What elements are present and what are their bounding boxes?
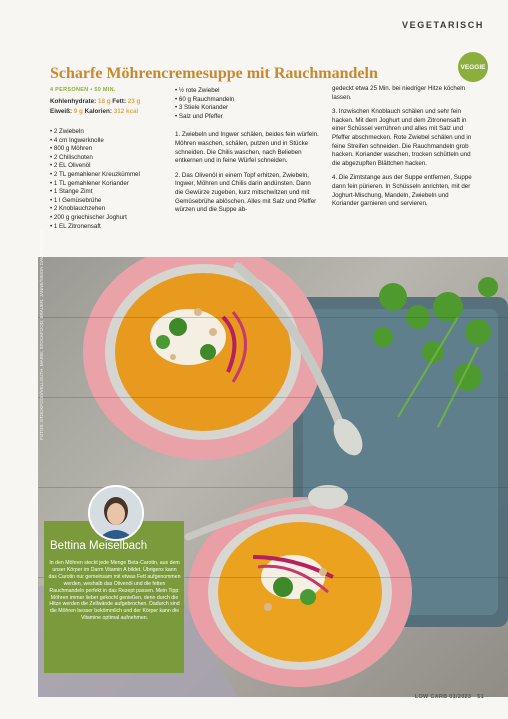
- magazine-issue: LOW CARB 01/2023: [414, 694, 472, 700]
- ingredient-item: • 800 g Möhren: [50, 145, 160, 154]
- ingredient-item: • 1 l Gemüsebrühe: [50, 197, 160, 206]
- ingredient-item: • ½ rote Zwiebel: [175, 87, 320, 96]
- ingredient-item: • Salz und Pfeffer: [175, 113, 320, 122]
- nutrition-label: Fett:: [110, 98, 128, 105]
- veggie-badge: VEGGIE: [458, 52, 488, 82]
- cilantro-leaf: [169, 318, 187, 336]
- ingredient-item: • 200 g griechischer Joghurt: [50, 214, 160, 223]
- nutrition-value: 9 g: [73, 108, 83, 115]
- instruction-step: 2. Das Olivenöl in einem Topf erhitzen, Zwiebeln, Ingwer, Möhren und Chilis darin andünsten. Dann die Gewürze zugeben, kurz mitschwitzen und mit Gemüsebrühe ablöschen. Alles mit Salz und Pfeffer würzen und die Suppe ab-: [175, 171, 317, 214]
- photo-credit: FOTOS: STOCKFOOD/VELLGUTH, MARIE; STOCKFOOD; BRAUER, JANNE/SIMON DAVID FIMMERA: [39, 229, 44, 440]
- spoon-head: [308, 485, 348, 509]
- almond-piece: [319, 568, 327, 576]
- instructions-column-2: [175, 87, 320, 221]
- nutrition-value: 23 g: [127, 98, 141, 105]
- ingredient-item: • 2 Knoblauchzehen: [50, 205, 160, 214]
- cilantro-leaf: [300, 589, 316, 605]
- nutrition-line-2: [50, 107, 138, 116]
- ingredient-item: • 1 Stange Zimt: [50, 188, 160, 197]
- page-number: 51: [477, 694, 484, 700]
- ingredient-item: • 2 TL gemahlener Kreuzkümmel: [50, 171, 160, 180]
- nutrition-label: Eiweiß:: [50, 108, 74, 115]
- instruction-step: 3. Inzwischen Knoblauch schälen und sehr fein hacken. Mit dem Joghurt und dem Zitronensaft in einer Schüssel verrühren und alles mit Salz und Pfeffer abschmecken. Rote Zwiebel schälen und in feine Streifen schneiden. Die Rauchmandeln grob hacken. Koriander waschen, trocken schütteln und die abgezupften Blättchen hacken.: [332, 108, 472, 167]
- nutrition-line-1: [50, 97, 140, 106]
- almond-piece: [170, 354, 176, 360]
- ingredient-item: • 3 Stiele Koriander: [175, 104, 320, 113]
- nutrition-label: Kohlenhydrate:: [50, 98, 98, 105]
- cilantro-leaf: [273, 577, 293, 597]
- instructions-column-3: [332, 85, 474, 215]
- instruction-step: 4. Die Zimtstange aus der Suppe entfernen, Suppe dann fein pürieren. In Schüsseln anrichten, mit der Joghurt-Mischung, Mandeln, Zwiebeln und Koriander garnieren und servieren.: [332, 174, 472, 208]
- nutrition-label: Kalorien:: [82, 108, 114, 115]
- ingredient-item: • 60 g Rauchmandeln: [175, 96, 320, 105]
- page-footer: [415, 694, 484, 700]
- ingredient-item: • 1 EL Zitronensaft: [50, 223, 160, 232]
- section-label: VEGETARISCH: [402, 20, 484, 30]
- instruction-step: gedeckt etwa 25 Min. bei niedriger Hitze köcheln lassen.: [332, 85, 466, 101]
- ingredients-column-1: [50, 128, 160, 231]
- cilantro-leaf: [156, 335, 170, 349]
- recipe-title: Scharfe Möhrencremesuppe mit Rauchmandeln: [50, 65, 378, 82]
- almond-piece: [264, 603, 272, 611]
- ingredient-item: • 2 Chilischoten: [50, 154, 160, 163]
- portions-time: 4 PERSONEN • 50 MIN.: [50, 87, 116, 93]
- ingredient-item: • 4 cm Ingwerknolle: [50, 137, 160, 146]
- almond-piece: [194, 308, 202, 316]
- avatar: [90, 487, 142, 539]
- ingredient-item: • 1 TL gemahlener Koriander: [50, 180, 160, 189]
- cilantro-leaf: [200, 344, 216, 360]
- author-avatar: [88, 485, 144, 541]
- author-name: Bettina Meiselbach: [50, 540, 148, 552]
- ingredient-item: • 2 Zwiebeln: [50, 128, 160, 137]
- author-tip-text: In den Möhren steckt jede Menge Beta-Carotin, aus dem unser Körper im Darm Vitamin A bildet. Übrigens kann das Carotin nur gemeinsam mit etwas Fett aufgenommen werden, weshalb das Olivenöl und die fetten Rauchmandeln perfekt in das Rezept passen. Mein Tipp: Möhren immer lieber gekocht genießen, denn durch die Hitze werden die Zellwände aufgebrochen. Dadurch sind die Möhren besser bekömmlich und der Körper kann die Vitamine optimal aufnehmen.: [48, 560, 181, 622]
- ingredient-item: • 2 EL Olivenöl: [50, 162, 160, 171]
- almond-piece: [209, 328, 217, 336]
- nutrition-value: 312 kcal: [113, 108, 139, 115]
- nutrition-value: 18 g: [97, 98, 111, 105]
- instruction-step: 1. Zwiebeln und Ingwer schälen, beides fein würfeln. Möhren waschen, schälen, putzen und in Stücke schneiden. Die Chilis waschen, nach Belieben entkernen und in feine Würfel schneiden.: [175, 131, 319, 165]
